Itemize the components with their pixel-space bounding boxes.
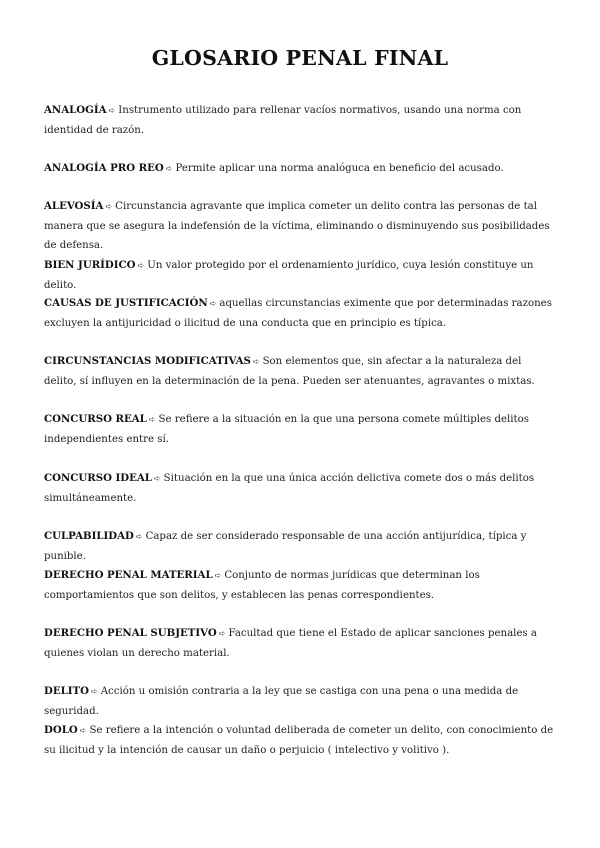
- entry-definition: Se refiere a la situación en la que una persona comete múltiples delitos independientes entre sí.: [44, 414, 530, 445]
- glossary-entry-dolo: [44, 721, 556, 760]
- entry-term: BIEN JURÍDICO: [44, 259, 136, 271]
- glossary-entry-concurso-ideal: [44, 469, 556, 508]
- glossary-entry-culpabilidad: [44, 527, 556, 566]
- entry-term: ALEVOSÍA: [44, 200, 104, 212]
- entry-definition: Acción u omisión contraria a la ley que se castiga con una pena o una medida de seguridad.: [44, 686, 519, 717]
- arrow-icon: ➪: [137, 261, 145, 270]
- entry-term: CIRCUNSTANCIAS MODIFICATIVAS: [44, 355, 251, 367]
- entry-term: CONCURSO REAL: [44, 413, 147, 425]
- glossary-entry-analogia-pro-reo: [44, 159, 556, 179]
- arrow-icon: ➪: [165, 164, 173, 173]
- glossary-entry-causas-de-justificacion: [44, 294, 556, 333]
- entry-definition: Son elementos que, sin afectar a la naturaleza del delito, sí influyen en la determinación de la pena. Pueden ser atenuantes, agravantes o mixtas.: [44, 356, 535, 387]
- entry-term: DELITO: [44, 685, 89, 697]
- entry-definition: Situación en la que una única acción delictiva comete dos o más delitos simultáneamente.: [44, 473, 535, 504]
- entry-term: ANALOGÍA PRO REO: [44, 162, 164, 174]
- glossary-entry-concurso-real: [44, 410, 556, 449]
- arrow-icon: ➪: [218, 629, 226, 638]
- entry-definition: Un valor protegido por el ordenamiento jurídico, cuya lesión constituye un delito.: [44, 260, 534, 291]
- glossary-entry-bien-juridico: [44, 256, 556, 295]
- arrow-icon: ➪: [90, 687, 98, 696]
- entry-definition: Instrumento utilizado para rellenar vacíos normativos, usando una norma con identidad de razón.: [44, 105, 522, 136]
- arrow-icon: ➪: [252, 357, 260, 366]
- glossary-entry-derecho-penal-subjetivo: [44, 624, 556, 663]
- glossary-entry-alevosia: [44, 197, 556, 256]
- entry-definition: Capaz de ser considerado responsable de una acción antijurídica, típica y punible.: [44, 531, 527, 562]
- arrow-icon: ➪: [209, 299, 217, 308]
- entry-definition: Se refiere a la intención o voluntad deliberada de cometer un delito, con conocimiento de su ilicitud y la intención de causar un daño o perjuicio ( intelectivo y volitivo ).: [44, 725, 554, 756]
- entry-definition: aquellas circunstancias eximente que por determinadas razones excluyen la antijuricidad o ilicitud de una conducta que en principio es típica.: [44, 298, 552, 329]
- entry-definition: Facultad que tiene el Estado de aplicar sanciones penales a quienes violan un derecho material.: [44, 628, 537, 659]
- entry-term: CAUSAS DE JUSTIFICACIÓN: [44, 297, 208, 309]
- arrow-icon: ➪: [214, 571, 222, 580]
- entry-term: CULPABILIDAD: [44, 530, 134, 542]
- arrow-icon: ➪: [79, 726, 87, 735]
- entry-term: ANALOGÍA: [44, 104, 107, 116]
- entry-term: DERECHO PENAL MATERIAL: [44, 569, 213, 581]
- glossary-entry-circunstancias-modificativas: [44, 352, 556, 391]
- entry-term: CONCURSO IDEAL: [44, 472, 152, 484]
- entry-term: DOLO: [44, 724, 78, 736]
- glossary-entry-derecho-penal-material: [44, 566, 556, 605]
- arrow-icon: ➪: [135, 532, 143, 541]
- entry-definition: Permite aplicar una norma analóguca en beneficio del acusado.: [175, 163, 504, 174]
- arrow-icon: ➪: [153, 474, 161, 483]
- page-title: GLOSARIO PENAL FINAL: [151, 46, 449, 70]
- glossary-entry-delito: [44, 682, 556, 721]
- entry-term: DERECHO PENAL SUBJETIVO: [44, 627, 217, 639]
- entry-definition: Circunstancia agravante que implica cometer un delito contra las personas de tal manera que se asegura la indefensión de la víctima, eliminando o disminuyendo sus posibilidades de defensa.: [44, 201, 550, 252]
- entry-definition: Conjunto de normas jurídicas que determinan los comportamientos que son delitos, y establecen las penas correspondientes.: [44, 570, 480, 601]
- glossary-entry-analogia: [44, 101, 556, 140]
- arrow-icon: ➪: [148, 415, 156, 424]
- arrow-icon: ➪: [105, 202, 113, 211]
- arrow-icon: ➪: [108, 106, 116, 115]
